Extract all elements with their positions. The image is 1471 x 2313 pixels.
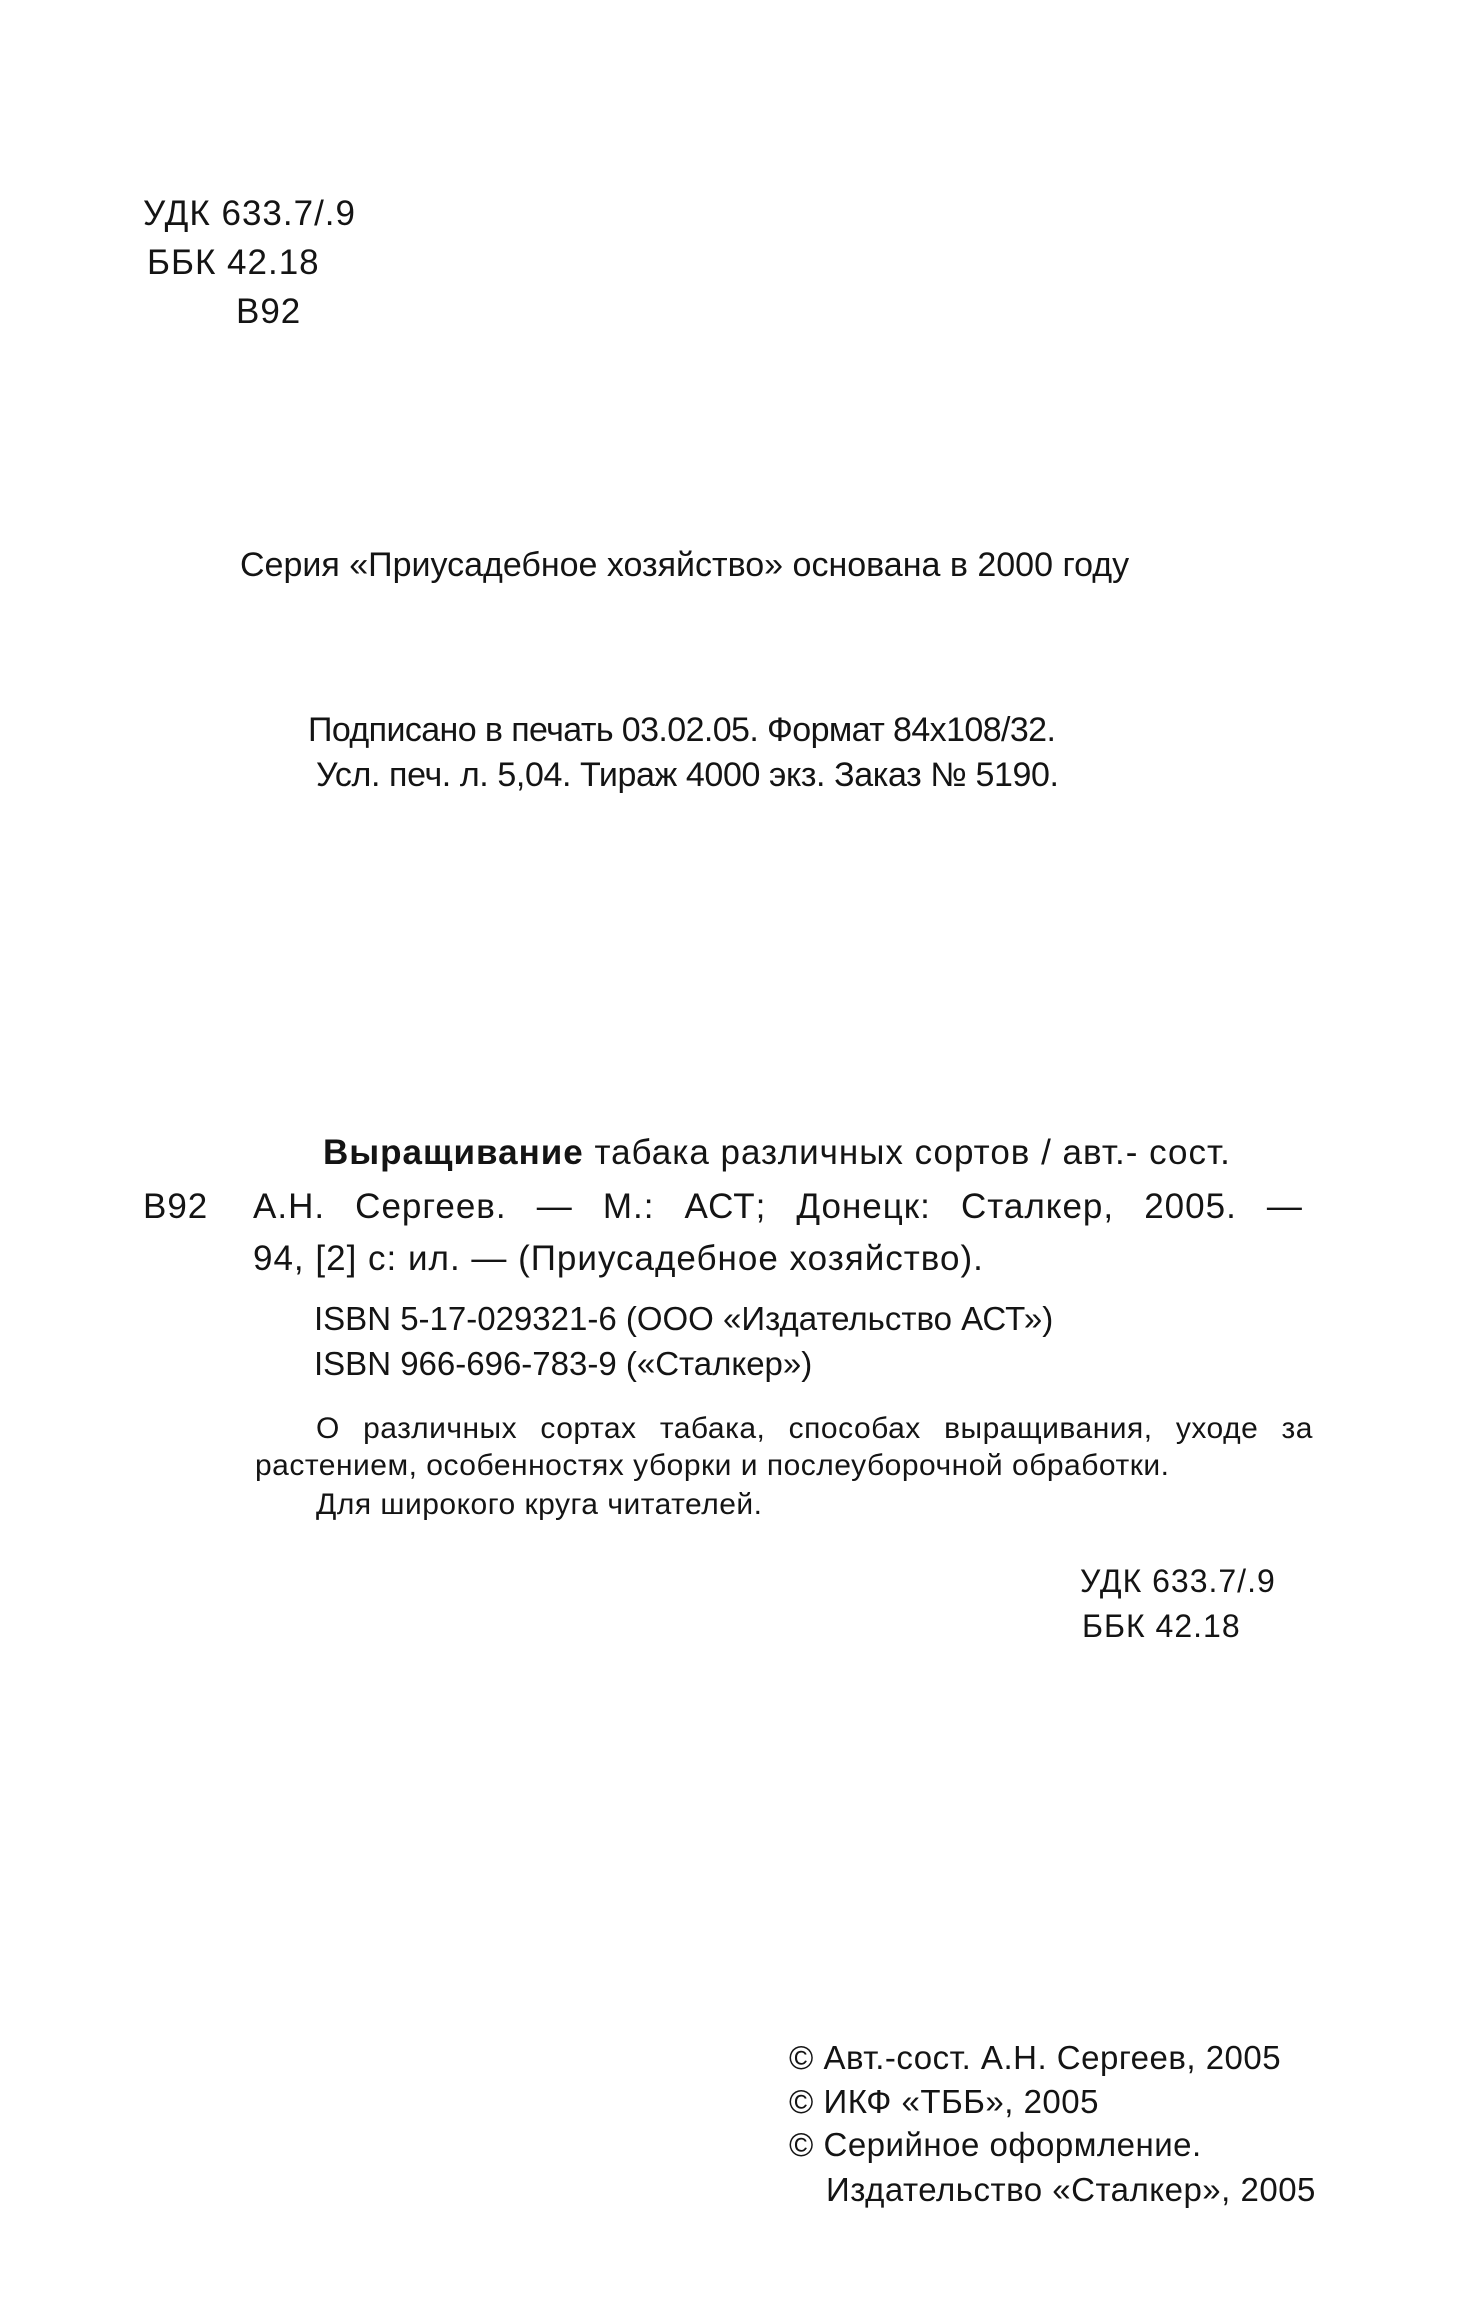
copyright-ikf: © ИКФ «ТББ», 2005: [789, 2083, 1099, 2120]
bib-line-2-word: М.:: [602, 1187, 655, 1226]
bib-line-3: 94, [2] с: ил. — (Приусадебное хозяйство).: [253, 1239, 984, 1278]
bib-line-2: [253, 1189, 1303, 1224]
udk-bottom: УДК 633.7/.9: [1080, 1563, 1276, 1599]
bib-line-2-word: АСТ;: [684, 1187, 767, 1226]
bib-author-sign: В92: [143, 1187, 209, 1226]
bib-line-2-word: Донецк:: [796, 1187, 931, 1226]
annotation-line-1-word: способах: [788, 1412, 921, 1445]
bib-line-2-word: А.Н.: [253, 1187, 326, 1226]
imprint-line-1: Подписано в печать 03.02.05. Формат 84x108/32.: [308, 711, 1056, 749]
annotation-line-1-word: табака,: [659, 1412, 766, 1445]
bbk-bottom: ББК 42.18: [1082, 1608, 1241, 1644]
bib-line-2-word: —: [536, 1187, 573, 1226]
bib-line-2-word: Сергеев.: [355, 1187, 507, 1226]
annotation-line-1-word: сортах: [540, 1412, 637, 1445]
isbn-stalker: ISBN 966-696-783-9 («Сталкер»): [314, 1345, 813, 1382]
imprint-line-2: Усл. печ. л. 5,04. Тираж 4000 экз. Заказ № 5190.: [316, 756, 1059, 794]
annotation-line-1-word: выращивания,: [944, 1412, 1153, 1445]
bib-line-1: [323, 1135, 1231, 1170]
author-sign-top: В92: [236, 292, 302, 331]
isbn-ast: ISBN 5-17-029321-6 (ООО «Издательство АСТ»): [314, 1300, 1054, 1337]
bib-line-2-word: 2005.: [1144, 1187, 1237, 1226]
copyright-publisher: Издательство «Сталкер», 2005: [826, 2171, 1316, 2208]
bbk-top: ББК 42.18: [147, 243, 320, 282]
annotation-line-1-word: за: [1281, 1412, 1313, 1445]
bib-line-2-word: Сталкер,: [960, 1187, 1115, 1226]
copyright-author: © Авт.-сост. А.Н. Сергеев, 2005: [789, 2039, 1282, 2076]
annotation-line-1: [316, 1414, 1313, 1444]
annotation-line-3: Для широкого круга читателей.: [316, 1488, 763, 1521]
series-note: Серия «Приусадебное хозяйство» основана в 2000 году: [240, 546, 1130, 584]
bib-title-rest: табака различных сортов / авт.- сост.: [594, 1133, 1231, 1172]
bib-line-2-word: —: [1266, 1187, 1303, 1226]
bib-title: Выращивание: [323, 1133, 584, 1172]
udk-top: УДК 633.7/.9: [143, 194, 356, 233]
annotation-line-1-word: О: [316, 1412, 340, 1445]
annotation-line-1-word: уходе: [1175, 1412, 1259, 1445]
annotation-line-1-word: различных: [363, 1412, 518, 1445]
copyright-series-design: © Серийное оформление.: [789, 2126, 1202, 2163]
annotation-line-2: растением, особенностях уборки и послеуборочной обработки.: [255, 1449, 1170, 1482]
